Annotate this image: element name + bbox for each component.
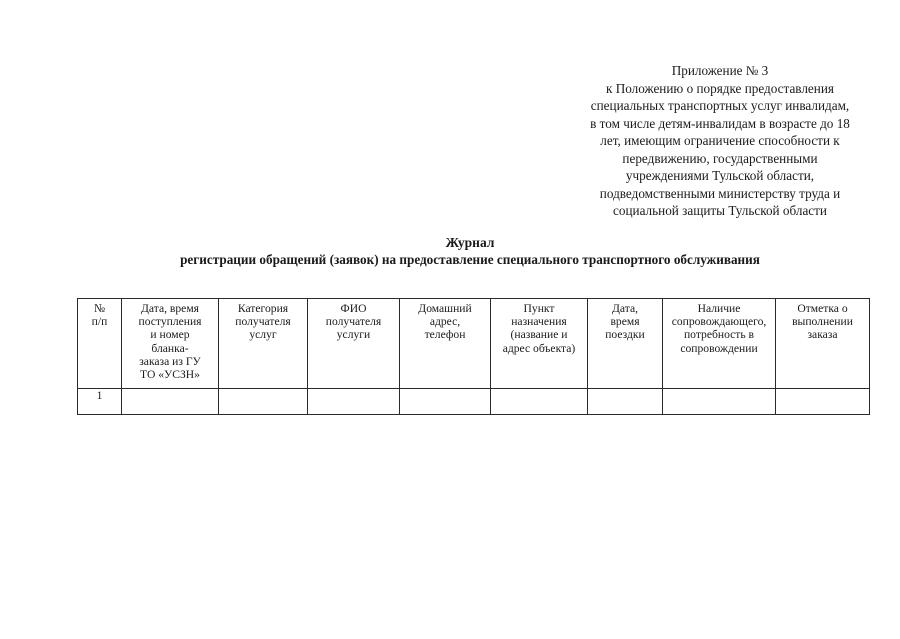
- appendix-line: подведомственными министерству труда и: [599, 185, 841, 201]
- appendix-line: лет, имеющим ограничение способности к: [600, 133, 840, 148]
- journal-subtitle: регистрации обращений (заявок) на предоставление специального транспортного обслуживания: [180, 252, 760, 267]
- registration-table: [77, 298, 870, 415]
- table-cell: [219, 389, 308, 415]
- header-destination: Пункт назначения (название и адрес объекта): [491, 299, 588, 389]
- appendix-line: социальной защиты Тульской области: [613, 203, 827, 218]
- appendix-line: Приложение № 3: [671, 63, 769, 78]
- header-recipient-name: ФИО получателя услуги: [308, 299, 400, 389]
- appendix-line: в том числе детям-инвалидам в возрасте до 18: [590, 115, 850, 131]
- table-row: [78, 389, 870, 415]
- table-cell: [776, 389, 870, 415]
- appendix-line: к Положению о порядке предоставления: [606, 80, 834, 96]
- header-recipient-category: Категория получателя услуг: [219, 299, 308, 389]
- header-escort: Наличие сопровождающего, потребность в сопровождении: [663, 299, 776, 389]
- table-cell-number: 1: [78, 389, 122, 415]
- header-received-date: Дата, время поступления и номер бланка- заказа из ГУ ТО «УСЗН»: [122, 299, 219, 389]
- table-cell: [122, 389, 219, 415]
- appendix-block: [560, 62, 880, 220]
- header-trip-date: Дата, время поездки: [588, 299, 663, 389]
- journal-title: Журнал: [445, 235, 495, 250]
- table-cell: [663, 389, 776, 415]
- header-home-address: Домашний адрес, телефон: [400, 299, 491, 389]
- table-header-row: [78, 299, 870, 389]
- header-number: № п/п: [78, 299, 122, 389]
- appendix-line: учреждениями Тульской области,: [625, 168, 815, 183]
- table-cell: [588, 389, 663, 415]
- appendix-line: передвижению, государственными: [622, 150, 818, 166]
- appendix-line: специальных транспортных услуг инвалидам,: [590, 98, 850, 113]
- table-cell: [308, 389, 400, 415]
- table-cell: [491, 389, 588, 415]
- table-cell: [400, 389, 491, 415]
- header-completion-mark: Отметка о выполнении заказа: [776, 299, 870, 389]
